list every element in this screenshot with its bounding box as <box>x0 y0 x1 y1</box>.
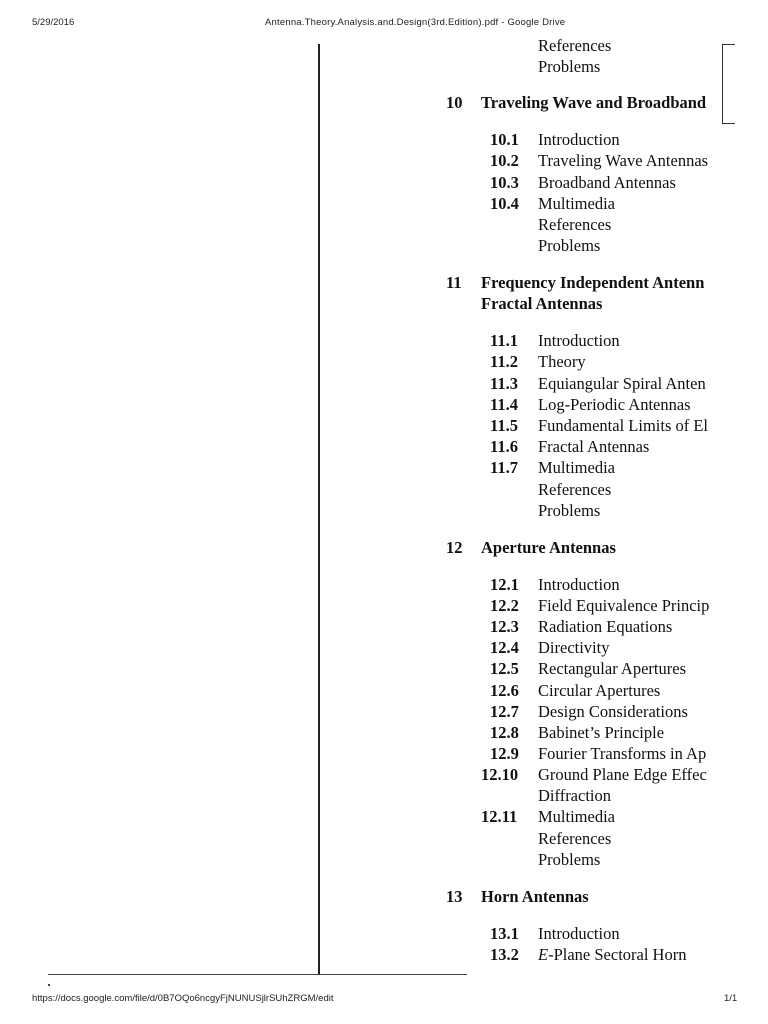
section-title[interactable]: Babinet’s Principle <box>538 723 665 742</box>
section-title[interactable]: Multimedia <box>538 458 615 477</box>
section-number: 11.3 <box>490 374 518 393</box>
section-title[interactable]: Equiangular Spiral Anten <box>538 374 706 393</box>
chapter-title-continued[interactable]: Fractal Antennas <box>481 294 603 313</box>
section-number: 11.1 <box>490 331 518 350</box>
print-date: 5/29/2016 <box>32 17 75 28</box>
chapter-title[interactable]: Frequency Independent Antenn <box>481 273 705 292</box>
page-count: 1/1 <box>724 993 738 1004</box>
chapter-number: 13 <box>446 887 463 906</box>
section-title[interactable]: Fractal Antennas <box>538 437 650 456</box>
section-number: 12.5 <box>490 659 519 678</box>
section-title[interactable]: Circular Apertures <box>538 681 661 700</box>
section-number: 12.3 <box>490 617 519 636</box>
toc-item-problems[interactable]: Problems <box>538 57 601 76</box>
section-title[interactable]: Broadband Antennas <box>538 173 676 192</box>
section-title[interactable]: Rectangular Apertures <box>538 659 686 678</box>
section-number: 12.10 <box>481 765 519 784</box>
section-number: 12.6 <box>490 681 519 700</box>
section-number: 10.2 <box>490 151 519 170</box>
section-title-rest: -Plane Sectoral Horn <box>548 945 687 964</box>
section-number: 12.11 <box>481 807 518 826</box>
document-url[interactable]: https://docs.google.com/file/d/0B7OQo6ncgyFjNUNUSjlrSUhZRGM/edit <box>32 993 334 1004</box>
section-number: 13.2 <box>490 945 519 964</box>
chapter-title[interactable]: Horn Antennas <box>481 887 589 906</box>
section-title[interactable] <box>538 945 686 965</box>
section-title[interactable]: Introduction <box>538 575 620 594</box>
toc-item-references[interactable]: References <box>538 36 612 55</box>
section-number: 12.7 <box>490 702 519 721</box>
section-title[interactable]: Introduction <box>538 130 620 149</box>
section-title[interactable]: Problems <box>538 850 601 869</box>
section-number: 12.8 <box>490 723 519 742</box>
section-title[interactable]: Multimedia <box>538 194 615 213</box>
section-number: 11.5 <box>490 416 518 435</box>
section-number: 11.4 <box>490 395 518 414</box>
section-title[interactable]: Field Equivalence Princip <box>538 596 710 615</box>
section-title[interactable]: Radiation Equations <box>538 617 673 636</box>
section-number: 11.7 <box>490 458 518 477</box>
section-title[interactable]: References <box>538 480 612 499</box>
section-number: 11.6 <box>490 437 518 456</box>
chapter-number: 10 <box>446 93 463 112</box>
section-title[interactable]: Problems <box>538 501 601 520</box>
section-title[interactable]: Theory <box>538 352 586 371</box>
section-title[interactable]: References <box>538 829 612 848</box>
section-title[interactable]: Fundamental Limits of El <box>538 416 709 435</box>
section-title[interactable]: Problems <box>538 236 601 255</box>
section-number: 12.1 <box>490 575 519 594</box>
viewer-scroll-frame[interactable] <box>722 44 735 124</box>
print-footer <box>0 993 768 1007</box>
section-title[interactable]: Log-Periodic Antennas <box>538 395 691 414</box>
section-number: 10.3 <box>490 173 519 192</box>
section-title[interactable]: Diffraction <box>538 786 612 805</box>
chapter-number: 11 <box>446 273 462 292</box>
chapter-title[interactable]: Aperture Antennas <box>481 538 616 557</box>
chapter-title[interactable]: Traveling Wave and Broadband <box>481 93 707 112</box>
section-number: 10.1 <box>490 130 519 149</box>
section-title[interactable]: Directivity <box>538 638 610 657</box>
section-number: 12.4 <box>490 638 519 657</box>
section-title-italic: E <box>538 945 549 964</box>
section-number: 12.9 <box>490 744 519 763</box>
section-number: 11.2 <box>490 352 518 371</box>
section-title[interactable]: Ground Plane Edge Effec <box>538 765 707 784</box>
section-title[interactable]: Traveling Wave Antennas <box>538 151 709 170</box>
section-title[interactable]: Introduction <box>538 331 620 350</box>
section-number: 13.1 <box>490 924 519 943</box>
section-title[interactable]: Introduction <box>538 924 620 943</box>
section-number: 12.2 <box>490 596 519 615</box>
section-title[interactable]: References <box>538 215 612 234</box>
chapter-number: 12 <box>446 538 463 557</box>
section-title[interactable]: Multimedia <box>538 807 615 826</box>
section-title[interactable]: Fourier Transforms in Ap <box>538 744 707 763</box>
section-number: 10.4 <box>490 194 519 213</box>
section-title[interactable]: Design Considerations <box>538 702 688 721</box>
document-title: Antenna.Theory.Analysis.and.Design(3rd.Edition).pdf - Google Drive <box>265 17 566 28</box>
